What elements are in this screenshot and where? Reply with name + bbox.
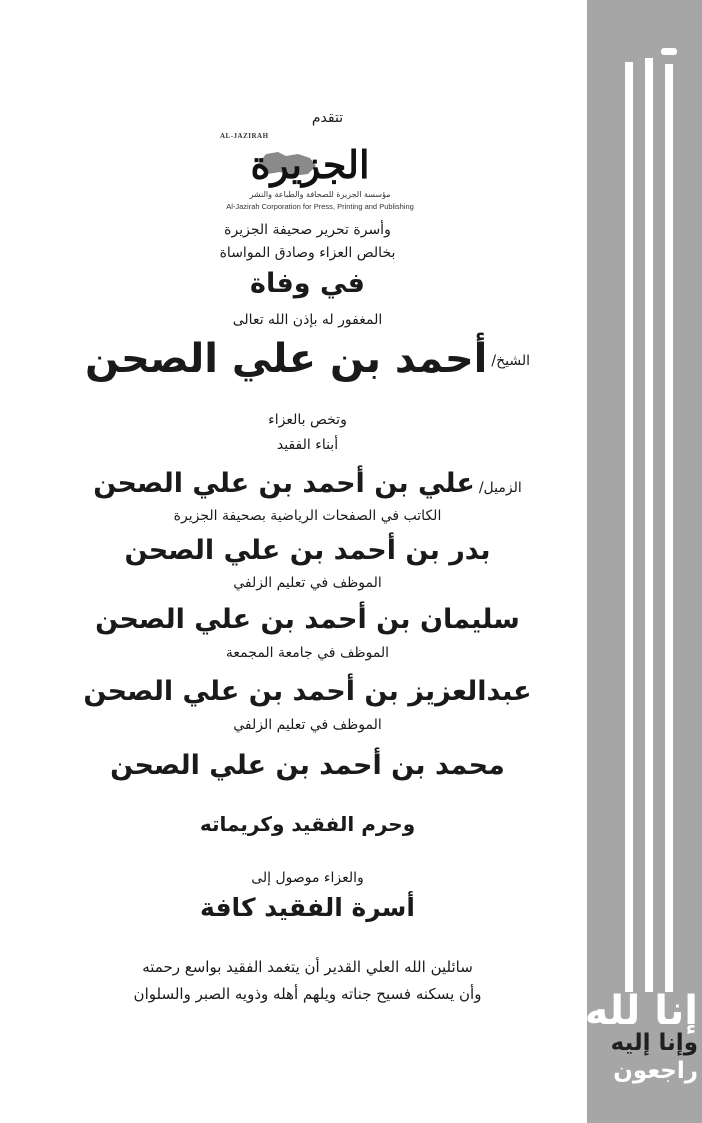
son-role: الموظف في تعليم الزلفي: [233, 717, 382, 733]
side-verse-line2: وإنا إليه: [610, 1030, 698, 1056]
extended-condolence: والعزاء موصول إلى: [251, 870, 364, 886]
decor-bar-cap: [661, 48, 677, 55]
intro-text: تتقدم: [311, 110, 344, 126]
son-role: الموظف في تعليم الزلفي: [233, 575, 382, 591]
side-verse-line1: إنا لله: [584, 988, 698, 1034]
son-name: [30, 468, 585, 499]
sender-family: وأسرة تحرير صحيفة الجزيرة: [224, 222, 391, 238]
condolence-line: بخالص العزاء وصادق المواساة: [219, 245, 396, 261]
deceased-prefix: الشيخ/: [491, 353, 530, 369]
son-role: الموظف في جامعة المجمعة: [225, 645, 390, 661]
logo-arabic: الجزيرة: [250, 142, 370, 187]
son-name-text: علي بن أحمد بن علي الصحن: [93, 468, 475, 499]
decor-bar: [625, 62, 633, 992]
in-death-heading: في وفاة: [250, 268, 365, 299]
son-name: محمد بن أحمد بن علي الصحن: [110, 750, 505, 781]
prayer-line: وأن يسكنه فسيح جناته ويلهم أهله وذويه الصبر والسلوان: [133, 985, 482, 1003]
main-content: [30, 0, 585, 1123]
son-name: سليمان بن أحمد بن علي الصحن: [95, 604, 520, 635]
deceased-name-line: [30, 336, 585, 382]
sons-heading: أبناء الفقيد: [276, 437, 339, 453]
forgiven-line: المغفور له بإذن الله تعالى: [232, 312, 383, 328]
logo-subtitle-arabic: مؤسسة الجزيرة للصحافة والطباعة والنشر: [249, 190, 391, 199]
son-name: عبدالعزيز بن أحمد بن علي الصحن: [83, 676, 532, 707]
harem-line: وحرم الفقيد وكريماته: [199, 812, 416, 836]
son-role: الكاتب في الصفحات الرياضية بصحيفة الجزيرة: [173, 508, 442, 524]
son-name: بدر بن أحمد بن علي الصحن: [124, 535, 491, 566]
specified-line: وتخص بالعزاء: [268, 412, 347, 428]
side-panel: [584, 0, 702, 1123]
decor-bar: [665, 64, 673, 992]
decor-bar: [645, 58, 653, 992]
side-verse-line3: راجعون: [613, 1058, 698, 1084]
deceased-name: أحمد بن علي الصحن: [85, 336, 488, 382]
colleague-prefix: الزميل/: [478, 480, 522, 496]
logo-english: AL-JAZIRAH: [220, 132, 269, 140]
jazirah-logo: [220, 132, 420, 220]
logo-subtitle-english: Al-Jazirah Corporation for Press, Printing and Publishing: [226, 202, 414, 211]
deceased-family: أسرة الفقيد كافة: [200, 893, 415, 922]
prayer-line: سائلين الله العلي القدير أن يتغمد الفقيد بواسع رحمته: [142, 958, 473, 976]
